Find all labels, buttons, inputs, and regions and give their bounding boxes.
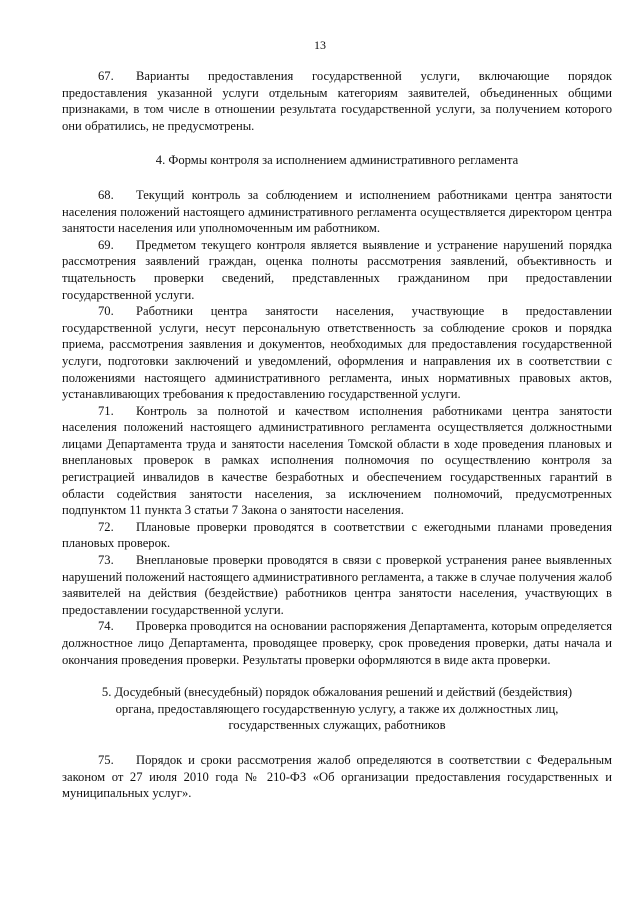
section-5-heading-line-3: государственных служащих, работников (228, 718, 446, 733)
paragraph-67 (62, 68, 612, 134)
paragraph-69 (62, 237, 612, 303)
spacer (62, 668, 612, 684)
paragraph-text: Контроль за полнотой и качеством исполнения работниками центра занятости населения положений настоящего административного регламента осуществляется должностными лицами Департамента труда и занятости населения Томской области в ходе проведения плановых и внеплановых проверок в рамках исполнения полномочия по осуществлению контроля за регистрацией инвалидов в качестве безработных и обеспечением государственных гарантий в области содействия занятости населения, за исключением полномочий, предусмотренных подпунктом 11 пункта 3 статьи 7 Закона о занятости населения. (62, 403, 612, 518)
section-5-heading-line-2: органа, предоставляющего государственную услугу, а также их должностных лиц, (115, 701, 559, 716)
page-number: 13 (314, 38, 326, 52)
spacer (62, 169, 612, 187)
paragraph-text: Текущий контроль за соблюдением и исполнением работниками центра занятости населения положений настоящего административного регламента осуществляется директором центра занятости населения или уполномоченным им работником. (62, 187, 612, 236)
paragraph-number: 73. (98, 553, 114, 568)
section-5-heading-line-1: 5. Досудебный (внесудебный) порядок обжалования решений и действий (бездействия) (101, 685, 573, 700)
paragraph-72 (62, 519, 612, 552)
paragraph-73 (62, 552, 612, 618)
paragraph-number: 69. (98, 237, 114, 252)
document-body (62, 68, 612, 802)
paragraph-68 (62, 187, 612, 237)
paragraph-text: Плановые проверки проводятся в соответствии с ежегодными планами проведения плановых проверок. (62, 519, 612, 551)
paragraph-number: 72. (98, 519, 114, 534)
paragraph-71 (62, 403, 612, 519)
paragraph-number: 75. (98, 752, 114, 767)
paragraph-text: Работники центра занятости населения, участвующие в предоставлении государственной услуги, несут персональную ответственность за соблюдение сроков и порядка приема, рассмотрения заявления и документов, необходимых для предоставления государственной услуги, подготовки заключений и уведомлений, оформления и направления их в соответствии с положениями настоящего административного регламента, иных нормативных правовых актов, устанавливающих требования к предоставлению государственной услуги. (62, 304, 612, 402)
paragraph-text: Внеплановые проверки проводятся в связи с проверкой устранения ранее выявленных нарушений положений настоящего административного регламента, а также в случае получения жалоб заявителей на действия (бездействие) работников центра занятости населения, участвующих в предоставлении государственной услуги. (62, 553, 612, 617)
paragraph-text: Варианты предоставления государственной услуги, включающие порядок предоставления указанной услуги отдельным категориям заявителей, объединенных общими признаками, в том числе в отношении результата государственной услуги, за получением которого они обратились, не предусмотрены. (62, 69, 612, 133)
paragraph-number: 67. (98, 69, 114, 83)
paragraph-number: 68. (98, 187, 114, 202)
paragraph-number: 74. (98, 619, 114, 634)
paragraph-74 (62, 618, 612, 668)
paragraph-70 (62, 303, 612, 403)
paragraph-number: 71. (98, 403, 114, 418)
paragraph-text: Проверка проводится на основании распоряжения Департамента, которым определяется должностное лицо Департамента, проводящее проверку, срок проведения проверки, даты начала и окончания проведения проверки. Результаты проверки оформляются в виде акта проверки. (62, 619, 612, 667)
spacer (62, 134, 612, 152)
spacer (62, 734, 612, 752)
paragraph-text: Порядок и сроки рассмотрения жалоб определяются в соответствии с Федеральным законом от 27 июля 2010 года № 210-ФЗ «Об организации предоставления государственных и муниципальных услуг». (62, 752, 612, 801)
paragraph-number: 70. (98, 304, 114, 319)
paragraph-75 (62, 752, 612, 802)
section-4-heading: 4. Формы контроля за исполнением административного регламента (155, 153, 519, 168)
paragraph-text: Предметом текущего контроля является выявление и устранение нарушений порядка рассмотрения заявлений граждан, оценка полноты рассмотрения заявлений, объективность и тщательность проверки сведений, представленных гражданином при предоставлении государственной услуги. (62, 237, 612, 302)
